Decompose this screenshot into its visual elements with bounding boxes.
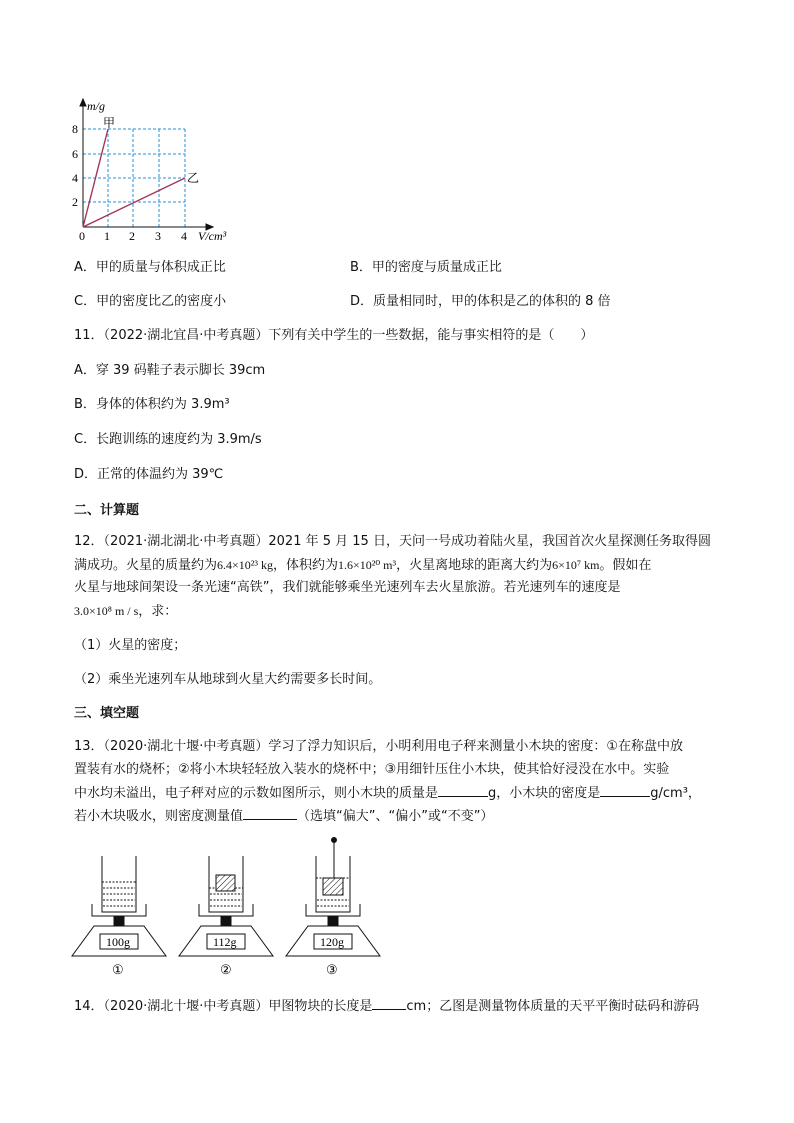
- q11-option-d: D．正常的体温约为 39℃: [74, 467, 224, 482]
- q14-text: 14．（2020·湖北十堰·中考真题）甲图物块的长度是: [74, 999, 373, 1014]
- x-tick-label: 3: [155, 229, 161, 243]
- y-tick-label: 6: [72, 147, 78, 161]
- q12-line3: 火星与地球间架设一条光速“高铁”，我们就能够乘坐光速列车去火星旅游。若光速列车的速度是: [74, 580, 621, 595]
- answer-blank-mass[interactable]: [438, 784, 488, 797]
- train-speed: 3.0×10⁸ m / s: [74, 604, 139, 618]
- q10-option-a: A．甲的质量与体积成正比: [74, 260, 226, 275]
- answer-blank-measurement[interactable]: [243, 807, 297, 820]
- q12-sub2: （2）乘坐光速列车从地球到火星大约需要多长时间。: [74, 672, 382, 687]
- q12-line1: 12．（2021·湖北湖北·中考真题）2021 年 5 月 15 日，天问一号成功着陆火星，我国首次火星探测任务取得圆: [74, 534, 711, 549]
- q12-line2: [74, 556, 651, 575]
- section-heading-calculation: 二、计算题: [74, 503, 140, 518]
- scale-3-reading: 120g: [320, 935, 344, 949]
- scale-2-reading: 112g: [213, 935, 237, 949]
- q13-line1: 13．（2020·湖北十堰·中考真题）学习了浮力知识后，小明利用电子秤来测量小木块的密度：①在称盘中放: [74, 739, 684, 754]
- y-tick-label: 8: [72, 122, 78, 136]
- pan-stem: [114, 916, 124, 926]
- section-heading-fill-blank: 三、填空题: [74, 706, 140, 721]
- x-tick-label: 0: [79, 229, 85, 243]
- q12-text: 满成功。火星的质量约为: [74, 558, 218, 573]
- scale-figure: [70, 832, 390, 980]
- scale-1-label: ①: [112, 962, 124, 977]
- q12-text: ，求：: [138, 604, 178, 619]
- x-tick-label: 2: [129, 229, 135, 243]
- scale-2-label: ②: [220, 962, 232, 977]
- q11-option-c: C．长跑训练的速度约为 3.9m/s: [74, 432, 262, 447]
- q13-line4: [74, 807, 493, 826]
- q10-option-b: B．甲的密度与质量成正比: [350, 260, 502, 275]
- q10-option-c: C．甲的密度比乙的密度小: [74, 294, 227, 309]
- q12-text: 。假如在: [599, 558, 652, 573]
- q11-stem: 11．（2022·湖北宜昌·中考真题）下列有关中学生的一些数据，能与事实相符的是（ ）: [74, 328, 594, 343]
- y-axis-label: m/g: [87, 99, 105, 113]
- beaker: [102, 856, 136, 912]
- scale-3-label: ③: [326, 962, 338, 977]
- mars-mass: 6.4×10²³ kg: [217, 558, 273, 572]
- q14-line1: [74, 997, 699, 1016]
- q12-sub1: （1）火星的密度；: [74, 638, 187, 653]
- wood-block: [323, 878, 343, 895]
- mars-volume: 1.6×10²⁰ m³: [338, 558, 397, 572]
- q13-line3: [74, 784, 701, 803]
- q13-text: 若小木块吸水，则密度测量值: [74, 809, 244, 824]
- pan-stem: [221, 916, 231, 926]
- scale-1-reading: 100g: [106, 935, 130, 949]
- series-label-jia: 甲: [103, 116, 116, 130]
- x-tick-label: 4: [181, 229, 187, 243]
- q11-option-b: B．身体的体积约为 3.9m³: [74, 397, 230, 412]
- q13-text: 中水均未溢出，电子秤对应的示数如图所示，则小木块的质量是: [74, 786, 439, 801]
- q13-text: g，小木块的密度是: [488, 786, 601, 801]
- wood-block: [216, 875, 235, 891]
- y-axis-arrow: [80, 99, 86, 106]
- answer-blank-length[interactable]: [372, 997, 406, 1010]
- y-tick-label: 4: [72, 171, 78, 185]
- answer-blank-density[interactable]: [600, 784, 650, 797]
- q10-option-d: D．质量相同时，甲的体积是乙的体积的 8 倍: [350, 294, 611, 309]
- q12-text: ，火星离地球的距离大约为: [396, 558, 553, 573]
- series-label-yi: 乙: [187, 171, 200, 185]
- q11-option-a: A．穿 39 码鞋子表示脚长 39cm: [74, 363, 266, 378]
- y-tick-label: 2: [72, 195, 78, 209]
- mars-distance: 6×10⁷ km: [552, 558, 600, 572]
- mass-volume-graph: [70, 98, 250, 243]
- x-axis-label: V/cm³: [198, 229, 227, 243]
- q13-line2: 置装有水的烧杯；②将小木块轻轻放入装水的烧杯中；③用细针压住小木块，使其恰好浸没在水中。实验: [74, 762, 670, 777]
- q12-line4: [74, 602, 177, 621]
- x-tick-label: 1: [104, 229, 110, 243]
- pan-stem: [328, 916, 338, 926]
- q12-text: ，体积约为: [272, 558, 338, 573]
- q14-text: cm；乙图是测量物体质量的天平平衡时砝码和游码: [406, 999, 700, 1014]
- q13-text: （选填“偏大”、“偏小”或“不变”）: [297, 809, 494, 824]
- q13-text: g/cm³，: [650, 786, 701, 801]
